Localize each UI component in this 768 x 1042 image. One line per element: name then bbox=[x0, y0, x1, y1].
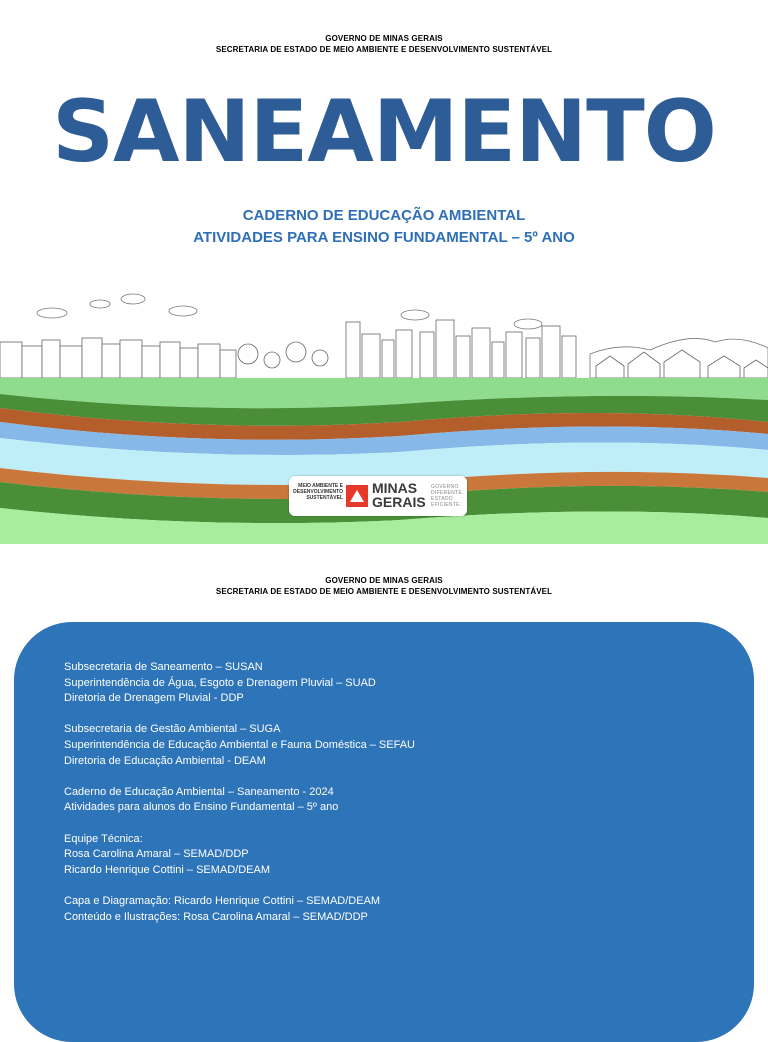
credits-text bbox=[64, 660, 415, 925]
credit-line: Ricardo Henrique Cottini – SEMAD/DEAM bbox=[64, 863, 271, 876]
clouds bbox=[37, 294, 542, 329]
credit-line: Subsecretaria de Saneamento – SUSAN bbox=[64, 661, 263, 673]
header-secretariat: SECRETARIA DE ESTADO DE MEIO AMBIENTE E DESENVOLVIMENTO SUSTENTÁVEL bbox=[215, 45, 553, 54]
logo-brand: MINAS GERAIS bbox=[372, 480, 426, 510]
credit-line: Superintendência de Educação Ambiental e Fauna Doméstica – SEFAU bbox=[64, 738, 415, 751]
header-government: GOVERNO DE MINAS GERAIS bbox=[325, 576, 443, 585]
city-skyline bbox=[346, 320, 576, 378]
logo-tagline: GOVERNO DIFERENTE. ESTADO EFICIENTE. bbox=[431, 484, 464, 508]
credit-line: Caderno de Educação Ambiental – Saneamento - 2024 bbox=[64, 785, 334, 798]
credit-line: Equipe Técnica: bbox=[64, 832, 143, 845]
credit-line: Rosa Carolina Amaral – SEMAD/DDP bbox=[64, 848, 249, 861]
credit-line: Conteúdo e Ilustrações: Rosa Carolina Amaral – SEMAD/DDP bbox=[64, 910, 368, 923]
credit-line: Diretoria de Educação Ambiental - DEAM bbox=[64, 754, 266, 767]
cover-title: SANEAMENTO bbox=[52, 82, 716, 182]
cover-subtitle-grade: ATIVIDADES PARA ENSINO FUNDAMENTAL – 5º ANO bbox=[193, 229, 575, 246]
header-government: GOVERNO DE MINAS GERAIS bbox=[325, 34, 443, 43]
minas-gerais-logo bbox=[289, 476, 467, 516]
credits-panel bbox=[14, 622, 754, 1042]
credit-line: Subsecretaria de Gestão Ambiental – SUGA bbox=[64, 723, 281, 736]
cover-header bbox=[0, 33, 768, 55]
cover-subtitle: CADERNO DE EDUCAÇÃO AMBIENTAL bbox=[242, 207, 526, 224]
triangle-logo-icon bbox=[346, 485, 368, 507]
credit-line: Diretoria de Drenagem Pluvial - DDP bbox=[64, 692, 244, 705]
header-secretariat: SECRETARIA DE ESTADO DE MEIO AMBIENTE E DESENVOLVIMENTO SUSTENTÁVEL bbox=[215, 587, 553, 596]
credit-line: Capa e Diagramação: Ricardo Henrique Cottini – SEMAD/DEAM bbox=[64, 894, 381, 907]
logo-secretariat-text: MEIO AMBIENTE E DESENVOLVIMENTO SUSTENTÁVEL bbox=[293, 483, 343, 501]
credit-line: Atividades para alunos do Ensino Fundamental – 5º ano bbox=[64, 801, 339, 814]
credits-header bbox=[0, 575, 768, 597]
credit-line: Superintendência de Água, Esgoto e Drenagem Pluvial – SUAD bbox=[64, 676, 376, 689]
town-left bbox=[0, 338, 328, 378]
